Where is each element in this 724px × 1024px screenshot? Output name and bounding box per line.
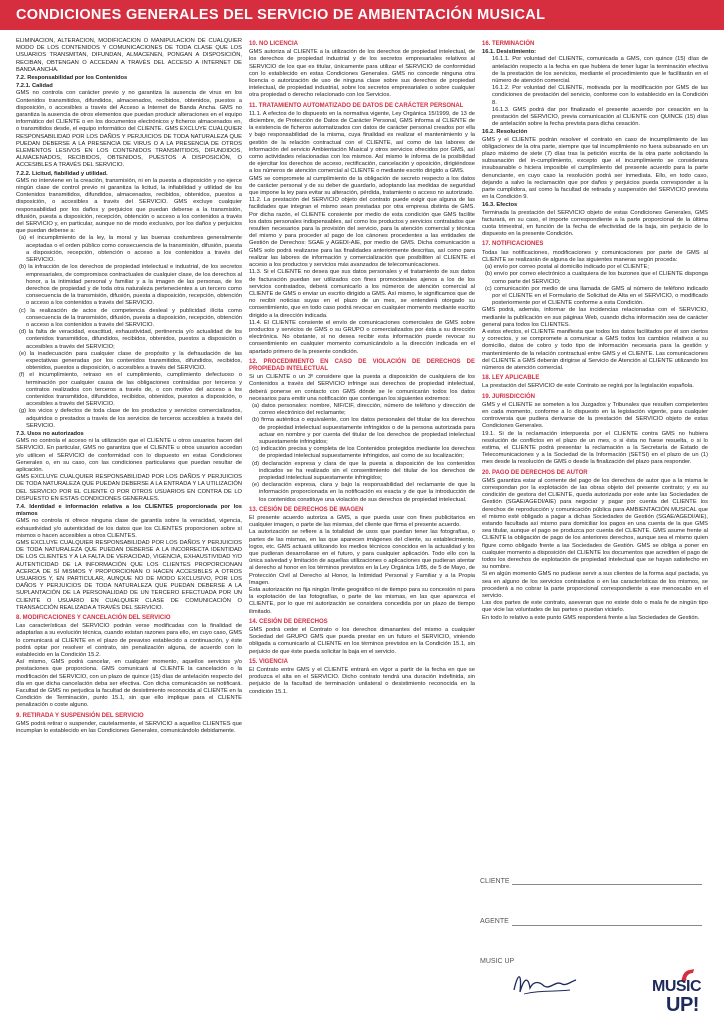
paragraph: 11.1. A efectos de lo dispuesto en la normativa vigente, Ley Orgánica 15/1999, de 13 de diciembre, de Protección de Datos de Carácter Personal, GMS informa al CLIENTE de la existencia de ficheros automatizados con datos de carácter personal creados por ella y bajo responsabilidad de la misma, cuya finalidad es realizar el mantenimiento y la gestión de la relación contractual con el CLIENTE, así como de las labores de información del servicio Ambientación Musical y otros servicios ofrecidos por GMS, así como actividades relacionadas con los mismos. Así mismo le informa de la posibilidad de ejercitar los derechos de acceso, rectificación, cancelación y oposición, dirigiéndose a los números de atención comercial al CLIENTE o mediante escrito dirigido a GMS.: [249, 110, 475, 175]
section-title: 13. CESIÓN DE DERECHOS DE IMAGEN: [249, 506, 364, 513]
paragraph: 11.3. Si el CLIENTE no desea que sus datos personales y el tratamiento de sus datos de facturación puedan ser utilizados con fines promocionales ajenos a los de los servicios contratados, deberá comunicarlo a los números de atención comercial al CLIENTE de GMS o enviar un escrito dirigido a GMS. Así mismo, le significamos que de no recibir noticias suyas en el plazo de un mes, se entenderá otorgado su consentimiento, que en todo caso podrá revocar en cualquier momento mediante escrito dirigido a la dirección indicada.: [249, 269, 475, 319]
section-title: 11. TRATAMIENTO AUTOMATIZADO DE DATOS DE CARÁCTER PERSONAL: [249, 102, 464, 109]
logo-text-music: MUSIC: [652, 978, 702, 995]
paragraph: (c) comunicación por medio de una llamada de GMS al número de teléfono indicado por el CLIENTE en el Formulario de Solicitud de Alta en el SERVICIO, o modificado posteriormente por el CLIENTE conforme a esta Condición.: [485, 285, 708, 307]
paragraph: Si en algún momento GMS no pudiese servir a sus clientes de la forma aquí pactada, ya sea en alguno de los servicios contratados o en las características de los mismos, se procederá a no cobrar la parte proporcional correspondiente a ese menoscabo en el servicio.: [482, 571, 708, 600]
paragraph: A estos efectos, el CLIENTE manifiesta que todos los datos facilitados por él son ciertos y correctos, y se compromete a comunicar a GMS todos los cambios relativos a su domicilio, datos de cobro y todo tipo de información necesaria para la gestión y mantenimiento de la relación contractual entre GMS y el CLIENTE. Las comunicaciones del CLIENTE a GMS deberán dirigirse al Servicio de Atención al CLIENTE utilizando los números de atención comercial.: [482, 328, 708, 371]
paragraph: ELIMINACIÓN, ALTERACIÓN, MODIFICACIÓN O MANIPULACIÓN DE CUALQUIER MODO DE LOS CONTENIDOS Y COMUNICACIONES DE TODA CLASE QUE LOS USUARIOS TRANSMITAN, DIFUNDAN, ALMACENEN, PONGAN A DISPOSICIÓN, RECIBAN, OBTENGAN O ACCEDAN A TRAVÉS DEL ACCESO A INTERNET DE BANDA ANCHA.: [16, 38, 242, 73]
page-header: [0, 0, 724, 30]
paragraph: 11.4. El CLIENTE consiente el envío de comunicaciones comerciales de GMS sobre productos y servicios de GMS o su GRUPO o comercializados por ésta a su dirección electrónica. No obstante, si no desea recibir esta información puede revocar su consentimiento en cualquier momento comunicándolo a la dirección indicada en el apartado primero de la presente condición.: [249, 319, 475, 355]
paragraph: (g) los vicios y defectos de toda clase de los productos y servicios comercializados, adquiridos o prestados a través de los servicios de terceros accesibles a través del SERVICIO.: [19, 408, 242, 429]
section-title: 12. PROCEDIMIENTO EN CASO DE VIOLACIÓN DE DERECHOS DE PROPIEDAD INTELECTUAL: [249, 358, 475, 372]
subsection-title: 16.2. Resolución: [482, 129, 528, 136]
paragraph: Las dos partes de este contrato, aseveran que no existe dolo o mala fe de ningún tipo que vicie las voluntades de las partes o puedan viciarlo.: [482, 600, 708, 614]
page-title: CONDICIONES GENERALES DEL SERVICIO DE AMBIENTACIÓN MUSICAL: [16, 7, 546, 23]
subsection-title: 16.3. Efectos: [482, 202, 518, 209]
paragraph: (b) la infracción de los derechos de propiedad intelectual e industrial, de los secretos empresariales, de compromisos contractuales de cualquier clase, de los derechos al honor, a la intimidad personal y familiar y a la imagen de las personas, de los derechos de propiedad y de toda otra naturaleza pertenecientes a un tercero como consecuencia de la transmisión, difusión, puesta a disposición, recepción, obtención o acceso a los contenidos a través del SERVICIO.: [19, 264, 242, 307]
paragraph: GMS no interviene en la creación, transmisión, ni en la puesta a disposición y no ejerce ningún clase de control previo ni garantiza la licitud, la infiabilidad y utilidad de los Contenidos transmitidos, difundidos, almacenados, recibidos, obtenidos, puestos a disposición, o accesibles a través del SERVICIO. GMS excluye cualquier responsabilidad por los daños y perjuicios que puedan deberse a la transmisión, difusión, puesta a disposición, recepción, obtención o acceso a los contenidos a través del SERVICIO y, en particular, aunque no de modo exclusivo, por los daños y perjuicios que puedan deberse a:: [16, 177, 242, 235]
paragraph: GMS y el CLIENTE podrán resolver el contrato en caso de incumplimiento de las obligaciones de la otra parte, siempre que tal incumplimiento no fuera subsanado en un plazo máximo de siete (7) días tras la petición escrita de la otra parte solicitando la subsanación del in-cumplimiento, excepto que el incumplimiento se considerara insubsanable o hiciera imposible el cumplimiento del presente acuerdo para la parte denunciante, en cuyo caso la resolución podrá ser inmediata. Ello, en todo caso, dejando a salvo la reclamación que por daños y perjuicios pueda corresponder a la parte cumplidora, así como la facultad de retirada y suspensión del SERVICIO prevista en la Condición 9.: [482, 136, 708, 201]
paragraph: Esta autorización no fija ningún límite geográfico ni de tiempo para su concesión ni para la explotación de las fotografías, o parte de las mismas, en las que aparezca el CLIENTE, por lo que mi autorización se considera concedida por un plazo de tiempo ilimitado.: [249, 587, 475, 615]
paragraph: GMS podrá ceder el Contrato o los derechos dimanantes del mismo a cualquier Sociedad del GRUPO GMS que pueda prestar en un futuro el SERVICIO, viniendo obligada a comunicarlo al CLIENTE en los términos previstos en la Condición 15.1, sin perjuicio de que éste pueda solicitar la baja en el servicio.: [249, 627, 475, 655]
section-title: 15. VIGENCIA: [249, 658, 289, 665]
paragraph: Todas las notificaciones, modificaciones y comunicaciones por parte de GMS al CLIENTE se realizarán de alguna de las siguientes maneras según proceda:: [482, 249, 708, 263]
paragraph: 16.1.3. GMS podrá dar por finalizado el presente acuerdo por cesación en la prestación del SERVICIO, previa comunicación al CLIENTE con QUINCE (15) días de antelación sobre la fecha prevista para dicha cesación.: [492, 106, 708, 128]
section-title: 18. LEY APLICABLE: [482, 375, 540, 382]
paragraph: GMS autoriza al CLIENTE a la utilización de los derechos de propiedad intelectual, de los derechos de propiedad industrial y de los secretos empresariales relativos al SERVICIO de los que es titular, únicamente para utilizar el SERVICIO de conformidad con lo establecido en estas Condiciones Generales. GMS no concede ninguna otra licencia o autorización de uso de ninguna clase sobre sus derechos de propiedad intelectual, de propiedad industrial, sobre los secretos empresariales o sobre cualquier otra propiedad o derecho relacionado con los Servicios.: [249, 49, 475, 99]
paragraph: Las características del SERVICIO podrán verse modificadas con la finalidad de adaptarlas a su evolución técnica, cuando existan razones para ello, en cuyo caso, GMS lo comunicará al CLIENTE en el plazo de preaviso establecido a continuación, y éste podrá optar por resolver el contrato, sin penalización alguna, de acuerdo con lo establecido en la Condición 15.2.: [16, 623, 242, 659]
section-title: 20. PAGO DE DERECHOS DE AUTOR: [482, 469, 588, 476]
paragraph: GMS no controla ni ofrece ninguna clase de garantía sobre la veracidad, vigencia, exhaustividad y/o autenticidad de los datos que los CLIENTES proporcionen sobre sí mismos o hacen accesibles a otros CLIENTES.: [16, 518, 242, 539]
section-title: 9. RETIRADA Y SUSPENSIÓN DEL SERVICIO: [16, 712, 144, 719]
paragraph: (a) el incumplimiento de la ley, la moral y las buenas costumbres generalmente aceptadas o el orden público como consecuencia de la transmisión, difusión, puesta a disposición, recepción, obtención o acceso a los contenidos a través del SERVICIO.: [19, 235, 242, 264]
section-title: 8. MODIFICACIONES Y CANCELACIÓN DEL SERVICIO: [16, 615, 171, 622]
handwritten-signature: [510, 968, 580, 998]
paragraph: 19.1. Si de la reclamación interpuesta por el CLIENTE contra GMS no hubiera resolución de conflictos en el plazo de un mes, o si ésta no fuese resuelta, o si lo estima, el CLIENTE podrá presentar la reclamación a la Secretaría de Estado de Telecomunicaciones y a la Sociedad de la Información (SETSI) en el plazo de un (1) mes desde la resolución de GMS o desde la finalización del plazo para responder.: [482, 430, 708, 466]
signature-label-cliente: CLIENTE: [480, 878, 510, 885]
signature-label-music-up: MUSIC UP: [480, 958, 515, 965]
paragraph: (f) el incumplimiento, retraso en el cumplimiento, cumplimiento defectuoso o terminación por cualquier causa de las obligaciones contraídas por terceros y contratos realizados con terceros a través de, o con motivo del acceso a los contenidos transmitidos, difundidos, recibidos, obtenidos, puestos a disposición, o accesibles a través del SERVICIO.: [19, 372, 242, 408]
document-body: [16, 38, 712, 968]
paragraph: GMS podrá, además, informar de las incidencias relacionadas con el SERVICIO, mediante la publicación en sus páginas Web, cuando dicha información sea de carácter general para todos los CLIENTES.: [482, 307, 708, 328]
column-middle: [249, 38, 475, 968]
paragraph: La autorización se refiere a la totalidad de usos que puedan tener las fotografías, o partes de las mismas, en las que aparecen imágenes del cliente, su establecimiento, logos, etc. GMS actuará utilizando los medios técnicos conocidos en la actualidad y los que pudieran desarrollarse en el futuro, y para cualquier aplicación. Todo ello con la única salvedad y limitación de aquellas utilizaciones o aplicaciones que pudieran atentar al derecho al honor en los términos previstos en la Ley Orgánica 1/85, de 5 de Mayo, de Protección Civil al Derecho al Honor, la Intimidad Personal y Familiar y a la Propia Imagen.: [249, 529, 475, 586]
paragraph: En todo lo relativo a este punto GMS responderá frente a las Sociedades de Gestión.: [482, 614, 700, 621]
subsection-title: 7.3. Usos no autorizados: [16, 430, 84, 437]
paragraph: (b) envío por correo electrónico a cualquiera de los buzones que el CLIENTE disponga como parte del SERVICIO;: [485, 271, 708, 285]
paragraph: (d) la falta de veracidad, exactitud, exhaustividad, pertinencia y/o actualidad de los contenidos transmitidos, difundidos, recibidos, obtenidos, puestos a disposición o accesibles a través del SERVICIO;: [19, 329, 242, 350]
logo-text-up: UP!: [666, 994, 699, 1016]
paragraph: GMS EXCLUYE CUALQUIER RESPONSABILIDAD POR LOS DAÑOS Y PERJUICIOS DE TODA NATURALEZA QUE PUEDAN DEBERSE A LA ENTRADA Y LA UTILIZACIÓN DEL SERVICIO POR EL CLIENTE O POR OTROS USUARIOS EN CONTRA DE LO DISPUESTO EN ESTAS CONDICIONES GENERALES.: [16, 474, 242, 502]
subsection-title: 7.2.2. Licitud, fiabilidad y utilidad.: [16, 170, 108, 177]
paragraph: GMS y el CLIENTE se someten a los Juzgados y Tribunales que resulten competentes en cada momento, conforme a lo dispuesto en la legislación vigente, para cualquier controversia que pudiera derivarse de la prestación del SERVICIO objeto de estas Condiciones Generales.: [482, 401, 708, 430]
paragraph: GMS no controla el acceso ni la utilización que el CLIENTE u otros usuarios hacen del SERVICIO. En particular, GMS no garantiza que el CLIENTE u otros usuarios accedan y/o utilicen el SERVICIO de conformidad con lo dispuesto en estas Condiciones Generales o, en su caso, con las condiciones particulares que puedan resultar de aplicación.: [16, 438, 242, 473]
section-title: 17. NOTIFICACIONES: [482, 241, 544, 248]
paragraph: (e) declaración expresa, clara y bajo la responsabilidad del reclamante de que la información proporcionada en la notificación es exacta y de que la introducción de los contenidos constituye una violación de sus derechos de propiedad intelectual.: [252, 482, 475, 503]
paragraph: GMS no controla con carácter previo y no garantiza la ausencia de virus en los Contenidos transmitidos, difundidos, almacenados, recibidos, obtenidos, puestos a disposición, o accesibles a través del Acceso a Internet de Banda Ancha. GMS no garantiza la ausencia de otros elementos que puedan producir alteraciones en el equipo informático del CLIENTE o en los documentos electrónicos y ficheros almacenados en, o transmitidos desde, el equipo informático del CLIENTE. GMS EXCLUYE CUALQUIER RESPONSABILIDAD POR LOS DAÑOS Y PERJUICIOS DE TODA NATURALEZA QUE PUEDAN DEBERSE A LA PRESENCIA DE VIRUS O A LA PRESENCIA DE OTROS ELEMENTOS LESIVOS EN LOS CONTENIDOS TRANSMITIDOS, DIFUNDIDOS, ALMACENADOS, RECIBIDOS, OBTENIDOS, PUESTOS A DISPOSICIÓN, O ACCESIBLES A TRAVÉS DEL SERVICIO.: [16, 90, 242, 169]
paragraph: El presente acuerdo autoriza a GMS, a que pueda usar con fines publicitarios en cualquier imagen, o parte de las mismas, del cliente que firma el presente acuerdo.: [249, 515, 475, 529]
signature-line-cliente: [512, 884, 702, 885]
paragraph: Terminada la prestación del SERVICIO objeto de estas Condiciones Generales, GMS facturará, en su caso, el importe correspondiente a la parte proporcional de la última cuota trimestral, en función de la fecha de efectividad de la baja, sin perjuicio de lo dispuesto en la presente Condición.: [482, 209, 708, 238]
paragraph: 16.1.2. Por voluntad del CLIENTE, motivada por la modificación por GMS de las condiciones de prestación del servicio, conforme con lo establecido en la Condición 8.: [492, 85, 708, 106]
paragraph: (d) declaración expresa y clara de que la puesta a disposición de los contenidos indicados se ha realizado sin el consentimiento del titular de los derechos de propiedad intelectual supuestamente infringidos;: [252, 460, 475, 481]
subsection-title: 7.2.1. Calidad: [16, 83, 53, 90]
paragraph: 11.2. La prestación del SERVICIO objeto del contrato puede exigir que alguna de las facilidades que integran el mismo sean prestadas por otra empresa distinta de GMS. Por dicha razón, el CLIENTE consiente por medio de esta condición que GMS facilite los datos personales indispensables, así como los productos y servicios contratados que resulten necesarios para la provisión del servicio, para la atención comercial y técnica del mismo y para proceder al pago de los cánones procedentes a las entidades de Gestión de Derechos: SGAE y AGEDI-AIE, por medio de GMS. Dicha comunicación a GMS solo podrá realizarse para las finalidades anteriormente descritas, así como para realizar las labores de información y comercialización que posibiliten al CLIENTE el acceso a los productos y servicios más avanzados de telecomunicaciones.: [249, 197, 475, 269]
paragraph: El Contrato entre GMS y el CLIENTE entrará en vigor a partir de la fecha en que se produzca el alta en el SERVICIO. Dicho contrato tendrá una duración indefinida, sin perjuicio de la facultad de terminación unilateral o desistimiento reconocida en la condición 15.1.: [249, 667, 475, 695]
subsection-title: 7.2. Responsabilidad por los Contenidos: [16, 75, 128, 82]
paragraph: GMS garantiza estar al corriente del pago de los derechos de autor que a la misma le correspondan por la explotación de las obras objeto del presente contrato; y es su condición de gestora del CLIENTE, queda autorizada por este ante las Sociedades de Gestión (SGAE/AGEDI/AIE) para negociar y pagar por cuenta del CLIENTE los derechos de reproducción y comunicación pública para AMBIENTACIÓN MUSICAL que el mismo esté obligado a pagar a dichas Sociedades de Gestión (SGAE/AGEDI/AIE), estando facultada así mismo para domiciliar los pagos en una cuenta de la que GMS sea titular, aunque el pago se produzca por cuenta del CLIENTE. GMS asume frente al CLIENTE la obligación de pago de los anteriores derechos, aunque sea el mismo quien figure como obligado frente a las Sociedades de Gestión. GMS se obliga a poner en cualquier momento a disposición del CLIENTE los documentos que acrediten el pago de todos los derechos de explotación de propiedad intelectual que se hayan satisfecho en su nombre.: [482, 477, 708, 571]
paragraph: GMS EXCLUYE CUALQUIER RESPONSABILIDAD POR LOS DAÑOS Y PERJUICIOS DE TODA NATURALEZA QUE PUEDAN DEBERSE A LA INCORRECTA IDENTIDAD DE LOS CLIENTES Y A LA FALTA DE VERACIDAD, VIGENCIA, EXHAUSTIVIDAD Y/O AUTENTICIDAD DE LA INFORMACIÓN QUE LOS CLIENTES PROPORCIONAN ACERCA DE SÍ MISMOS Y PROPORCIONAN O HACEN ACCESIBLES A OTROS USUARIOS Y, EN PARTICULAR, AUNQUE NO DE MODO EXCLUSIVO, POR LOS DAÑOS Y PERJUICIOS DE TODA NATURALEZA QUE PUEDAN DEBERSE A LA SUPLANTACIÓN DE LA PERSONALIDAD DE UN TERCERO EFECTUADA POR UN CLIENTE O USUARIO EN CUALQUIER CLASE DE COMUNICACIÓN O TRANSACCIÓN REALIZADA A TRAVÉS DEL SERVICIO.: [16, 540, 242, 611]
section-title: 14. CESIÓN DE DERECHOS: [249, 618, 328, 625]
paragraph: (c) la realización de actos de competencia desleal y publicidad ilícita como consecuencia de la transmisión, difusión, puesta a disposición, recepción, obtención o acceso a los contenidos a través del SERVICIO.: [19, 307, 242, 328]
signature-line-agente: [512, 925, 702, 926]
column-right: [482, 38, 708, 968]
paragraph: GMS podrá retirar o suspender, cautelarmente, el SERVICIO a aquellos CLIENTES que incumplan lo establecido en las Condiciones Generales, comunicándolo debidamente.: [16, 720, 242, 735]
paragraph: 16.1.1. Por voluntad del CLIENTE, comunicada a GMS, con quince (15) días de antelación respecto a la fecha en que hubiera de tener lugar la terminación efectiva de la prestación de los servicios, mediante el procedimiento que le facilitarán en el número de atención comercial.: [492, 56, 708, 85]
subsection-title: 7.4. Identidad e información relativa a los CLIENTES proporcionada por los mismos: [16, 504, 242, 518]
subsection-title: 16.1. Desistimiento:: [482, 49, 537, 56]
section-title: 19. JURISDICCIÓN: [482, 393, 536, 400]
music-up-logo: [652, 968, 710, 1016]
paragraph: La prestación del SERVICIO de este Contrato se regirá por la legislación española.: [482, 383, 694, 390]
column-left: [16, 38, 242, 968]
paragraph: Así mismo, GMS podrá cancelar, en cualquier momento, aquellos servicios y/o prestaciones que proporciona. GMS comunicará al CLIENTE la cancelación o la modificación del SERVICIO, con un plazo de quince (15) días de antelación respecto del día en que dicha cancelación deba ser efectiva. Con dicha comunicación se notificará. Facultad de GMS no perjudica la facultad de desistimiento reconocida al CLIENTE en la Condición de Terminación, punto 15.1, sin que ello implique para el CLIENTE penalización o coste alguno.: [16, 659, 242, 709]
section-title: 10. NO LICENCIA: [249, 41, 299, 47]
paragraph: (c) indicación precisa y completa de los Contenidos protegidos mediante los derechos de propiedad intelectual supuestamente infringidos, así como de su localización;: [252, 446, 475, 460]
signature-label-agente: AGENTE: [480, 918, 509, 925]
paragraph: (a) envío por correo postal al domicilio indicado por el CLIENTE;: [485, 264, 649, 271]
paragraph: Si un CLIENTE o un 3º considere que la puesta a disposición de cualquiera de los Contenidos a través del SERVICIO infringe sus derechos de propiedad intelectual, deberá ponerse en contacto con GMS dónde se le comunicarán todos los datos necesarios para emitir una notificación que contengan los siguientes extremos:: [249, 374, 475, 402]
paragraph: (b) firma auténtica o equivalente, con los datos personales del titular de los derechos de propiedad intelectual supuestamente infringidos o de la persona autorizada para actuar en nombre y por cuenta del titular de los derechos de propiedad intelectual supuestamente infringidos;: [252, 417, 475, 445]
paragraph: GMS se compromete al cumplimiento de la obligación de secreto respecto a los datos de carácter personal y de su deber de guardarlo, adoptando las medidas de seguridad que impone la ley para evitar su alteración, pérdida, tratamiento o acceso no autorizado.: [249, 175, 475, 197]
paragraph: (e) la inadecuación para cualquier clase de propósito y la defraudación de las expectativas generadas por los contenidos transmitidos, difundidos, recibidos, obtenidos, puestos a disposición, o accesibles a través del SERVICIO.: [19, 350, 242, 372]
paragraph: (a) datos personales: nombre, NIF/CIF, dirección, número de teléfono y dirección de correo electrónico del reclamante;: [252, 402, 475, 417]
section-title: 16. TERMINACIÓN: [482, 41, 535, 47]
